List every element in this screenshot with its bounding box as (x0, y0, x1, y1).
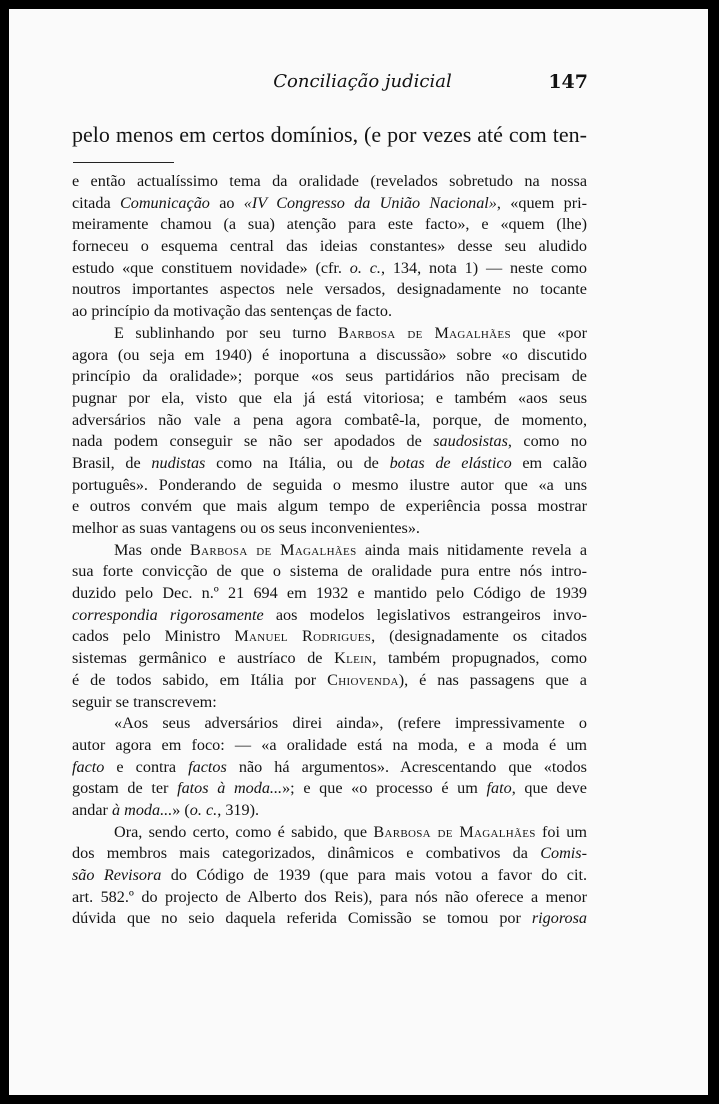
italic-text: o. c. (349, 258, 381, 277)
text-line: agora (ou seja em 1940) é inoportuna a discussão» sobre «o discutido (72, 345, 587, 364)
text-line: Mas onde Barbosa de Magalhães ainda mais nitidamente revela a (114, 540, 588, 559)
text-line: nada podem conseguir se não ser apodados de saudosistas, como no (72, 432, 587, 451)
text-line: ao princípio da motivação das sentenças de facto. (72, 302, 393, 321)
footnote-paragraph (72, 323, 587, 540)
text-line: sua forte convicção de que o sistema de oralidade pura entre nós intro- (72, 562, 587, 581)
text-line: estudo «que constituem novidade» (cfr. o. c., 134, nota 1) — neste como (72, 258, 587, 277)
text-line: autor agora em foco: — «a oralidade está na moda, e a moda é um (72, 735, 587, 754)
text-line: cados pelo Ministro Manuel Rodrigues, (designadamente os citados (72, 627, 587, 646)
text-line: andar à moda...» (o. c., 319). (72, 800, 260, 819)
text-line: são Revisora do Código de 1939 (que para mais votou a favor do cit. (72, 866, 587, 884)
running-head: Conciliação judicial (273, 71, 452, 92)
text-line: meiramente chamou (a sua) atenção para este facto», e «quem (lhe) (72, 215, 587, 234)
text-line: dos membros mais categorizados, dinâmicos e combativos da Comis- (72, 844, 587, 863)
italic-text: factos (188, 757, 227, 776)
text-line: português». Ponderando de seguida o mesmo ilustre autor que «a uns (72, 475, 587, 494)
italic-text: Comis- (540, 844, 587, 863)
italic-text: o. c. (189, 800, 218, 819)
text-line: noutros importantes aspectos nele versados, designadamente no tocante (72, 280, 587, 299)
text-line: pugnar por ela, visto que ela já está vitoriosa; e também «aos seus (72, 388, 587, 407)
text-line: facto e contra factos não há argumentos». Acrescentando que «todos (72, 757, 587, 776)
text-line: princípio da oralidade»; porque «os seus partidários não precisam de (72, 367, 587, 386)
text-line: citada Comunicação ao «IV Congresso da União Nacional», «quem pri- (72, 193, 587, 212)
small-caps-name: Barbosa de Magalhães (338, 323, 511, 342)
small-caps-name: Barbosa de Magalhães (373, 822, 536, 841)
italic-text: nudistas (151, 453, 206, 472)
small-caps-name: Manuel Rodrigues (234, 627, 372, 646)
text-line: dúvida que no seio daquela referida Comissão se tomou por rigorosa (72, 909, 587, 928)
footnote-paragraph (72, 713, 587, 821)
page-header (9, 71, 708, 101)
text-line: é de todos sabido, em Itália por Chiovenda), é nas passagens que a (72, 670, 587, 689)
italic-text: Comunicação (119, 193, 210, 212)
text-line: art. 582.º do projecto de Alberto dos Reis), para nós não oferece a menor (72, 887, 587, 906)
text-line: Ora, sendo certo, como é sabido, que Barbosa de Magalhães foi um (114, 822, 587, 841)
book-page (9, 9, 708, 1095)
small-caps-name: Barbosa de Magalhães (190, 540, 357, 559)
text-line: e então actualíssimo tema da oralidade (revelados sobretudo na nossa (72, 172, 587, 190)
italic-text: rigorosa (531, 909, 587, 928)
text-line: correspondia rigorosamente aos modelos legislativos estrangeiros invo- (72, 605, 587, 624)
small-caps-name: Chiovenda (327, 670, 399, 689)
text-line: seguir se transcrevem: (72, 692, 217, 711)
footnote-paragraph (72, 171, 587, 323)
text-line: E sublinhando por seu turno Barbosa de Magalhães que «por (114, 323, 587, 342)
text-line: adversários não vale a pena agora combatê-la, porque, de momento, (72, 410, 587, 429)
italic-text: fato (486, 779, 512, 798)
italic-text: à moda... (112, 800, 173, 819)
italic-text: são Revisora (72, 866, 162, 884)
footnote-separator (73, 162, 174, 163)
text-line: duzido pelo Dec. n.º 21 694 em 1932 e mantido pelo Código de 1939 (72, 584, 587, 603)
page-number: 147 (548, 71, 588, 93)
footnote-paragraph (72, 540, 587, 714)
italic-text: correspondia rigorosamente (72, 605, 264, 624)
italic-text: «IV Congresso da União Nacional» (243, 193, 497, 212)
text-line: sistemas germânico e austríaco de Klein, também propugnados, como (72, 649, 588, 668)
footnote-paragraph (72, 822, 587, 930)
text-line: gostam de ter fatos à moda...»; e que «o processo é um fato, que deve (72, 779, 587, 798)
text-line: forneceu o esquema central das ideias constantes» desse seu aludido (72, 237, 587, 256)
italic-text: facto (72, 757, 105, 776)
lead-line: pelo menos em certos domínios, (e por vezes até com ten- (72, 122, 587, 147)
italic-text: botas de elástico (389, 453, 512, 472)
italic-text: saudosistas (433, 432, 508, 451)
small-caps-name: Klein (334, 649, 373, 668)
footnote (72, 171, 587, 930)
text-line: melhor as suas vantagens ou os seus inconvenientes». (72, 519, 420, 537)
text-line: Brasil, de nudistas como na Itália, ou de botas de elástico em calão (72, 453, 587, 472)
text-line: «Aos seus adversários direi ainda», (refere impressivamente o (114, 714, 587, 733)
text-line: e outros convém que mais algum tempo de experiência possa mostrar (72, 497, 587, 516)
italic-text: fatos à moda... (177, 779, 283, 798)
